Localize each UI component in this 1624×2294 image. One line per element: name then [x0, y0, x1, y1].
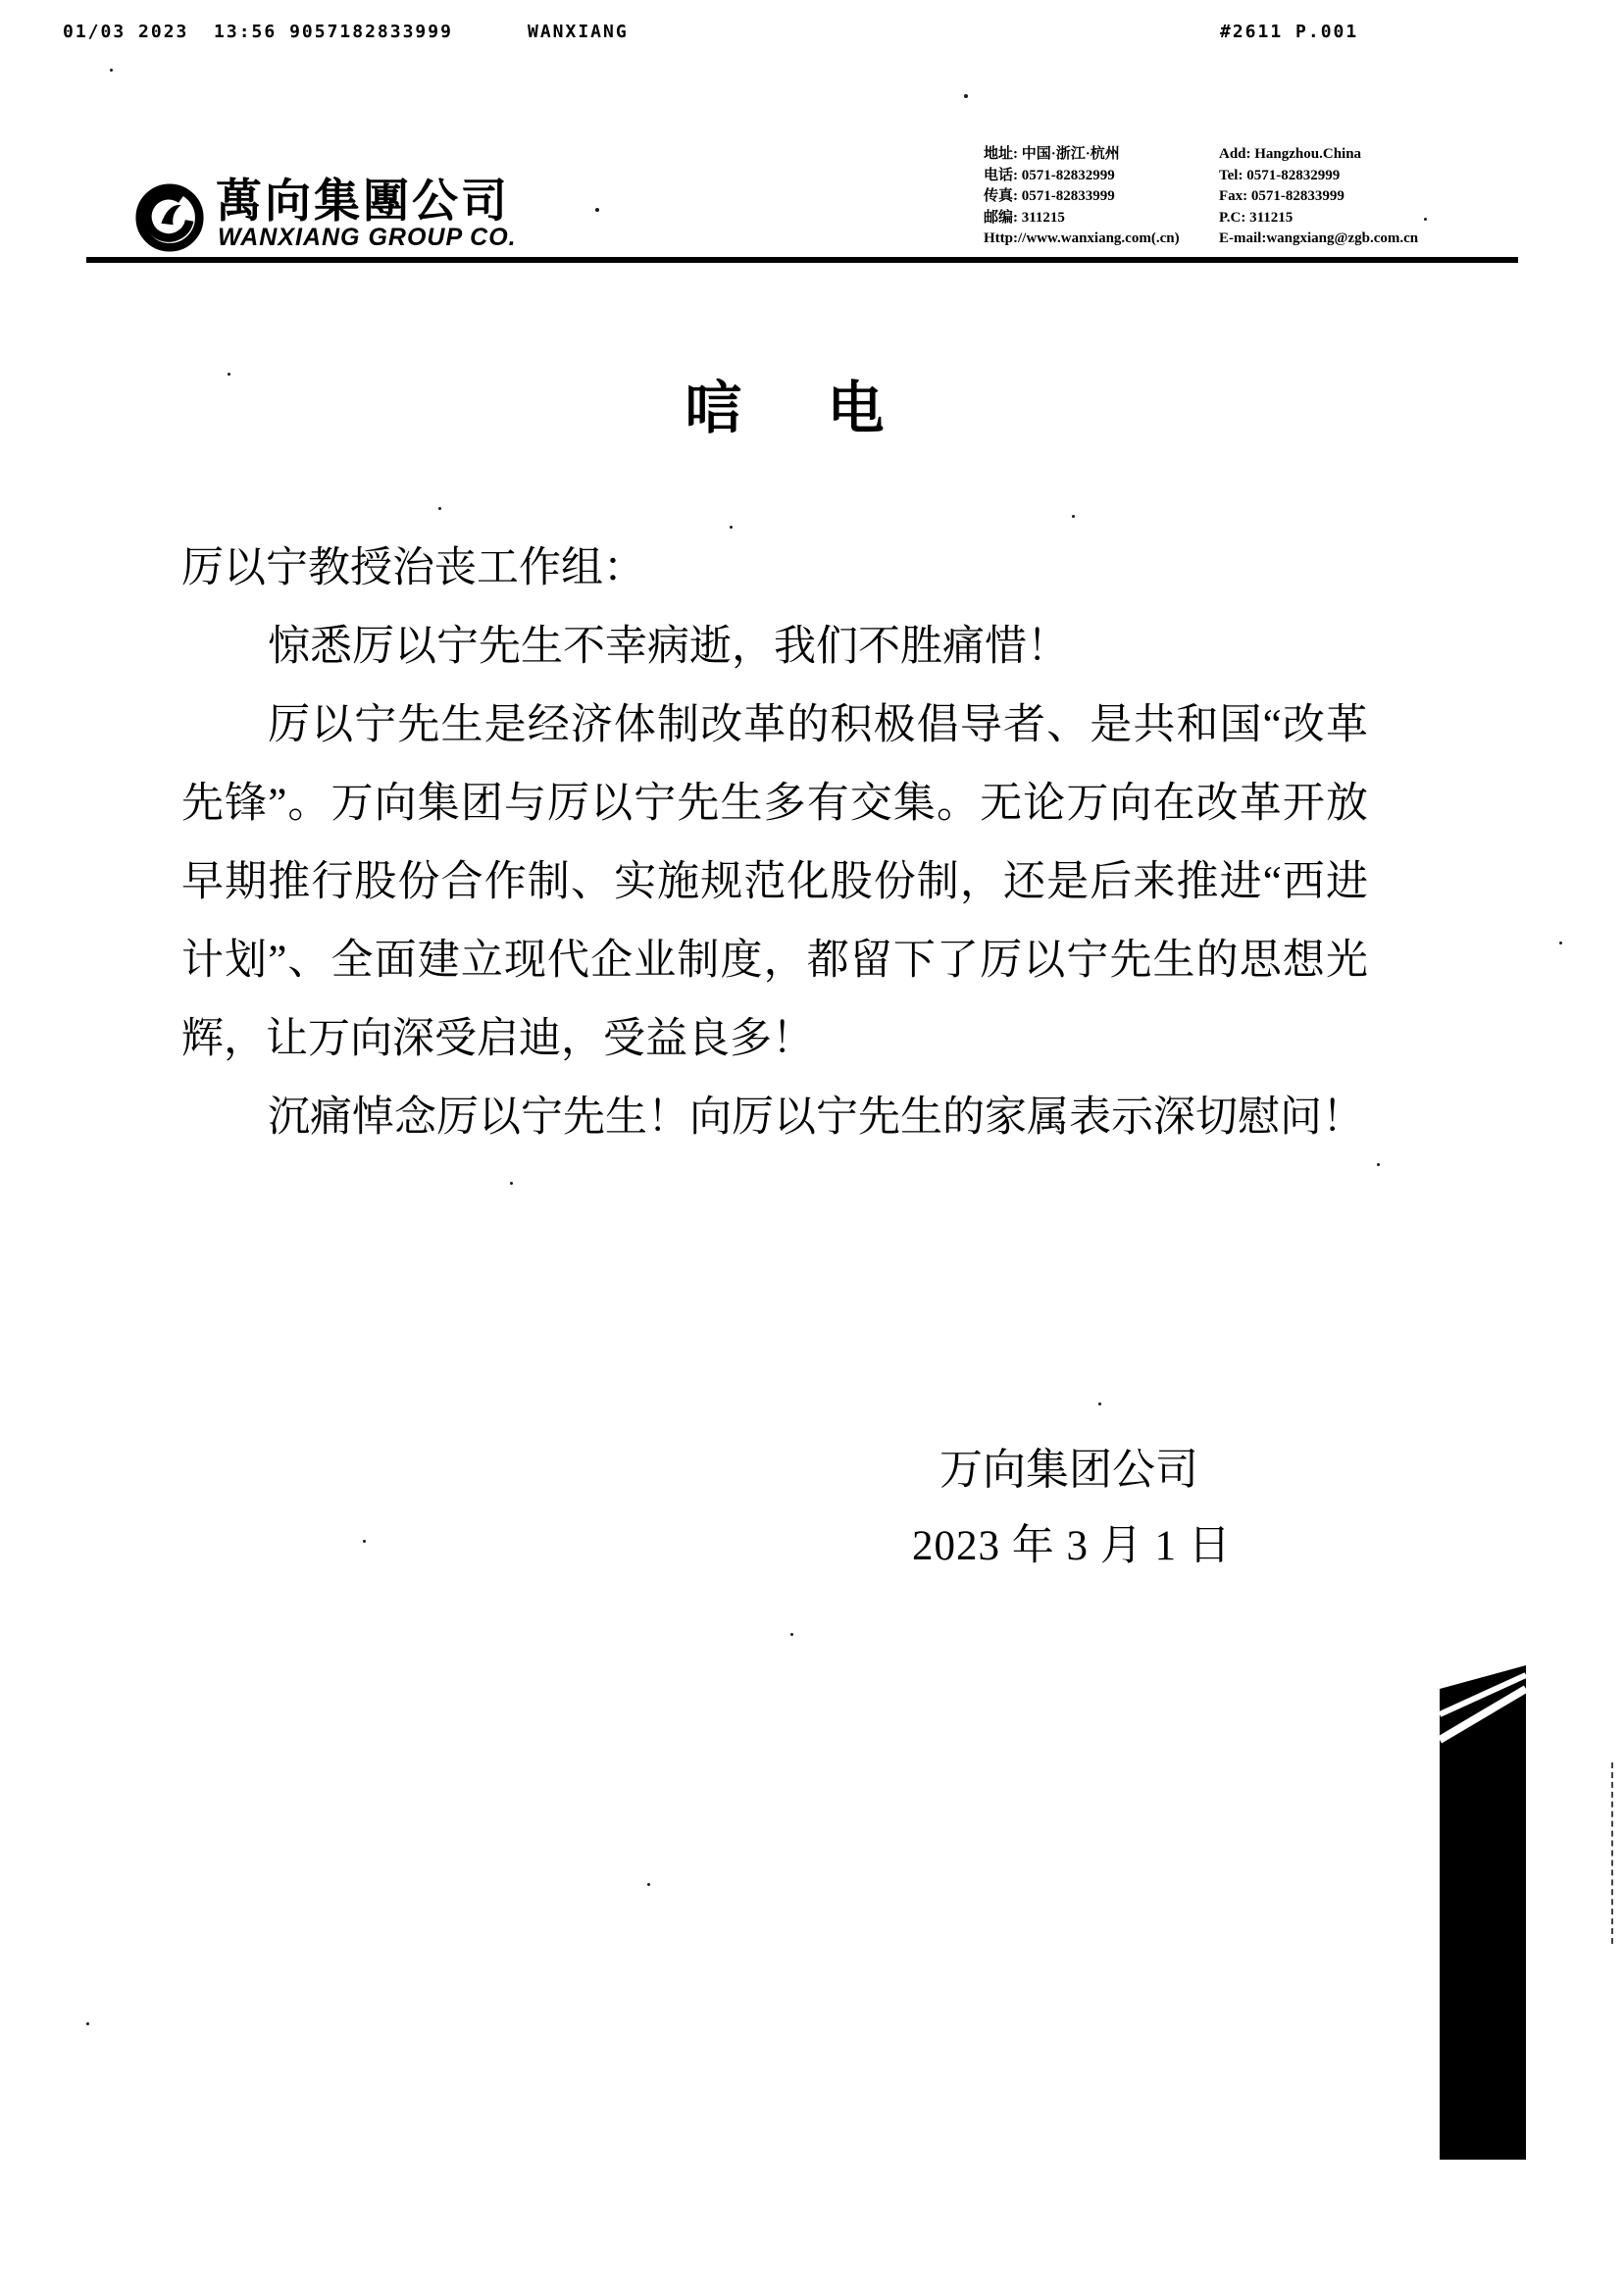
contact-block-english [1219, 144, 1418, 250]
contact-website: Http://www.wanxiang.com(.cn) [984, 230, 1180, 246]
speckle-dot [790, 1633, 793, 1636]
contact-address-en: Add: Hangzhou.China [1219, 146, 1362, 162]
speckle-dot [1559, 942, 1562, 944]
body-line: 厉以宁先生是经济体制改革的积极倡导者、是共和国“改革 [268, 702, 1368, 748]
letterhead-divider-rule [86, 257, 1518, 263]
speckle-dot [438, 507, 441, 510]
contact-fax-en: Fax: 0571-82833999 [1219, 188, 1345, 204]
speckle-dot [647, 1883, 650, 1886]
speckle-dot [86, 2022, 89, 2025]
body-line: 惊悉厉以宁先生不幸病逝，我们不胜痛惜！ [268, 624, 1069, 670]
fax-datetime-and-number: 01/03 2023 13:56 9057182833999 [63, 22, 453, 42]
letter-body [181, 530, 1368, 1157]
signature-company-name: 万向集团公司 [939, 1446, 1198, 1494]
contact-tel-en: Tel: 0571-82832999 [1219, 167, 1341, 183]
contact-email: E-mail:wangxiang@zgb.com.cn [1219, 230, 1419, 246]
speckle-dot [1424, 218, 1427, 221]
body-line: 辉，让万向深受启迪，受益良多！ [181, 1016, 814, 1062]
speckle-dot [595, 208, 599, 212]
contact-zip-en: P.C: 311215 [1219, 209, 1294, 226]
letter-title: 唁 电 [685, 377, 885, 440]
speckle-dot [228, 373, 230, 376]
body-line: 计划”、全面建立现代企业制度，都留下了厉以宁先生的思想光 [181, 938, 1368, 984]
contact-tel-cn: 电话: 0571-82832999 [984, 167, 1115, 183]
contact-fax-cn: 传真: 0571-82833999 [984, 188, 1115, 204]
scan-artifact-dotted-line [1611, 1762, 1613, 1944]
company-name-english: WANXIANG GROUP CO. [218, 224, 517, 251]
body-line: 沉痛悼念厉以宁先生！向厉以宁先生的家属表示深切慰问！ [268, 1095, 1364, 1141]
company-name-chinese: 萬向集團公司 [216, 175, 510, 227]
signature-date: 2023 年 3 月 1 日 [912, 1523, 1232, 1569]
contact-address-cn: 地址: 中国·浙江·杭州 [984, 146, 1120, 162]
speckle-dot [1377, 1163, 1380, 1166]
contact-zip-cn: 邮编: 311215 [984, 209, 1065, 226]
speckle-dot [1098, 1402, 1101, 1405]
speckle-dot [730, 526, 733, 529]
wanxiang-logo-icon [134, 182, 205, 253]
body-line: 早期推行股份合作制、实施规范化股份制，还是后来推进“西进 [181, 859, 1368, 905]
speckle-dot [964, 94, 968, 98]
speckle-dot [510, 1182, 513, 1185]
body-line: 先锋”。万向集团与厉以宁先生多有交集。无论万向在改革开放 [181, 781, 1368, 827]
fax-job-page-counter: #2611 P.001 [1220, 22, 1359, 42]
scan-artifact-black-bar [1440, 1663, 1526, 2160]
salutation-line: 厉以宁教授治丧工作组： [181, 545, 645, 591]
speckle-dot [110, 69, 113, 72]
speckle-dot [363, 1540, 366, 1543]
contact-block-chinese [984, 144, 1180, 250]
speckle-dot [1072, 515, 1075, 518]
fax-sender-name: WANXIANG [528, 22, 629, 42]
